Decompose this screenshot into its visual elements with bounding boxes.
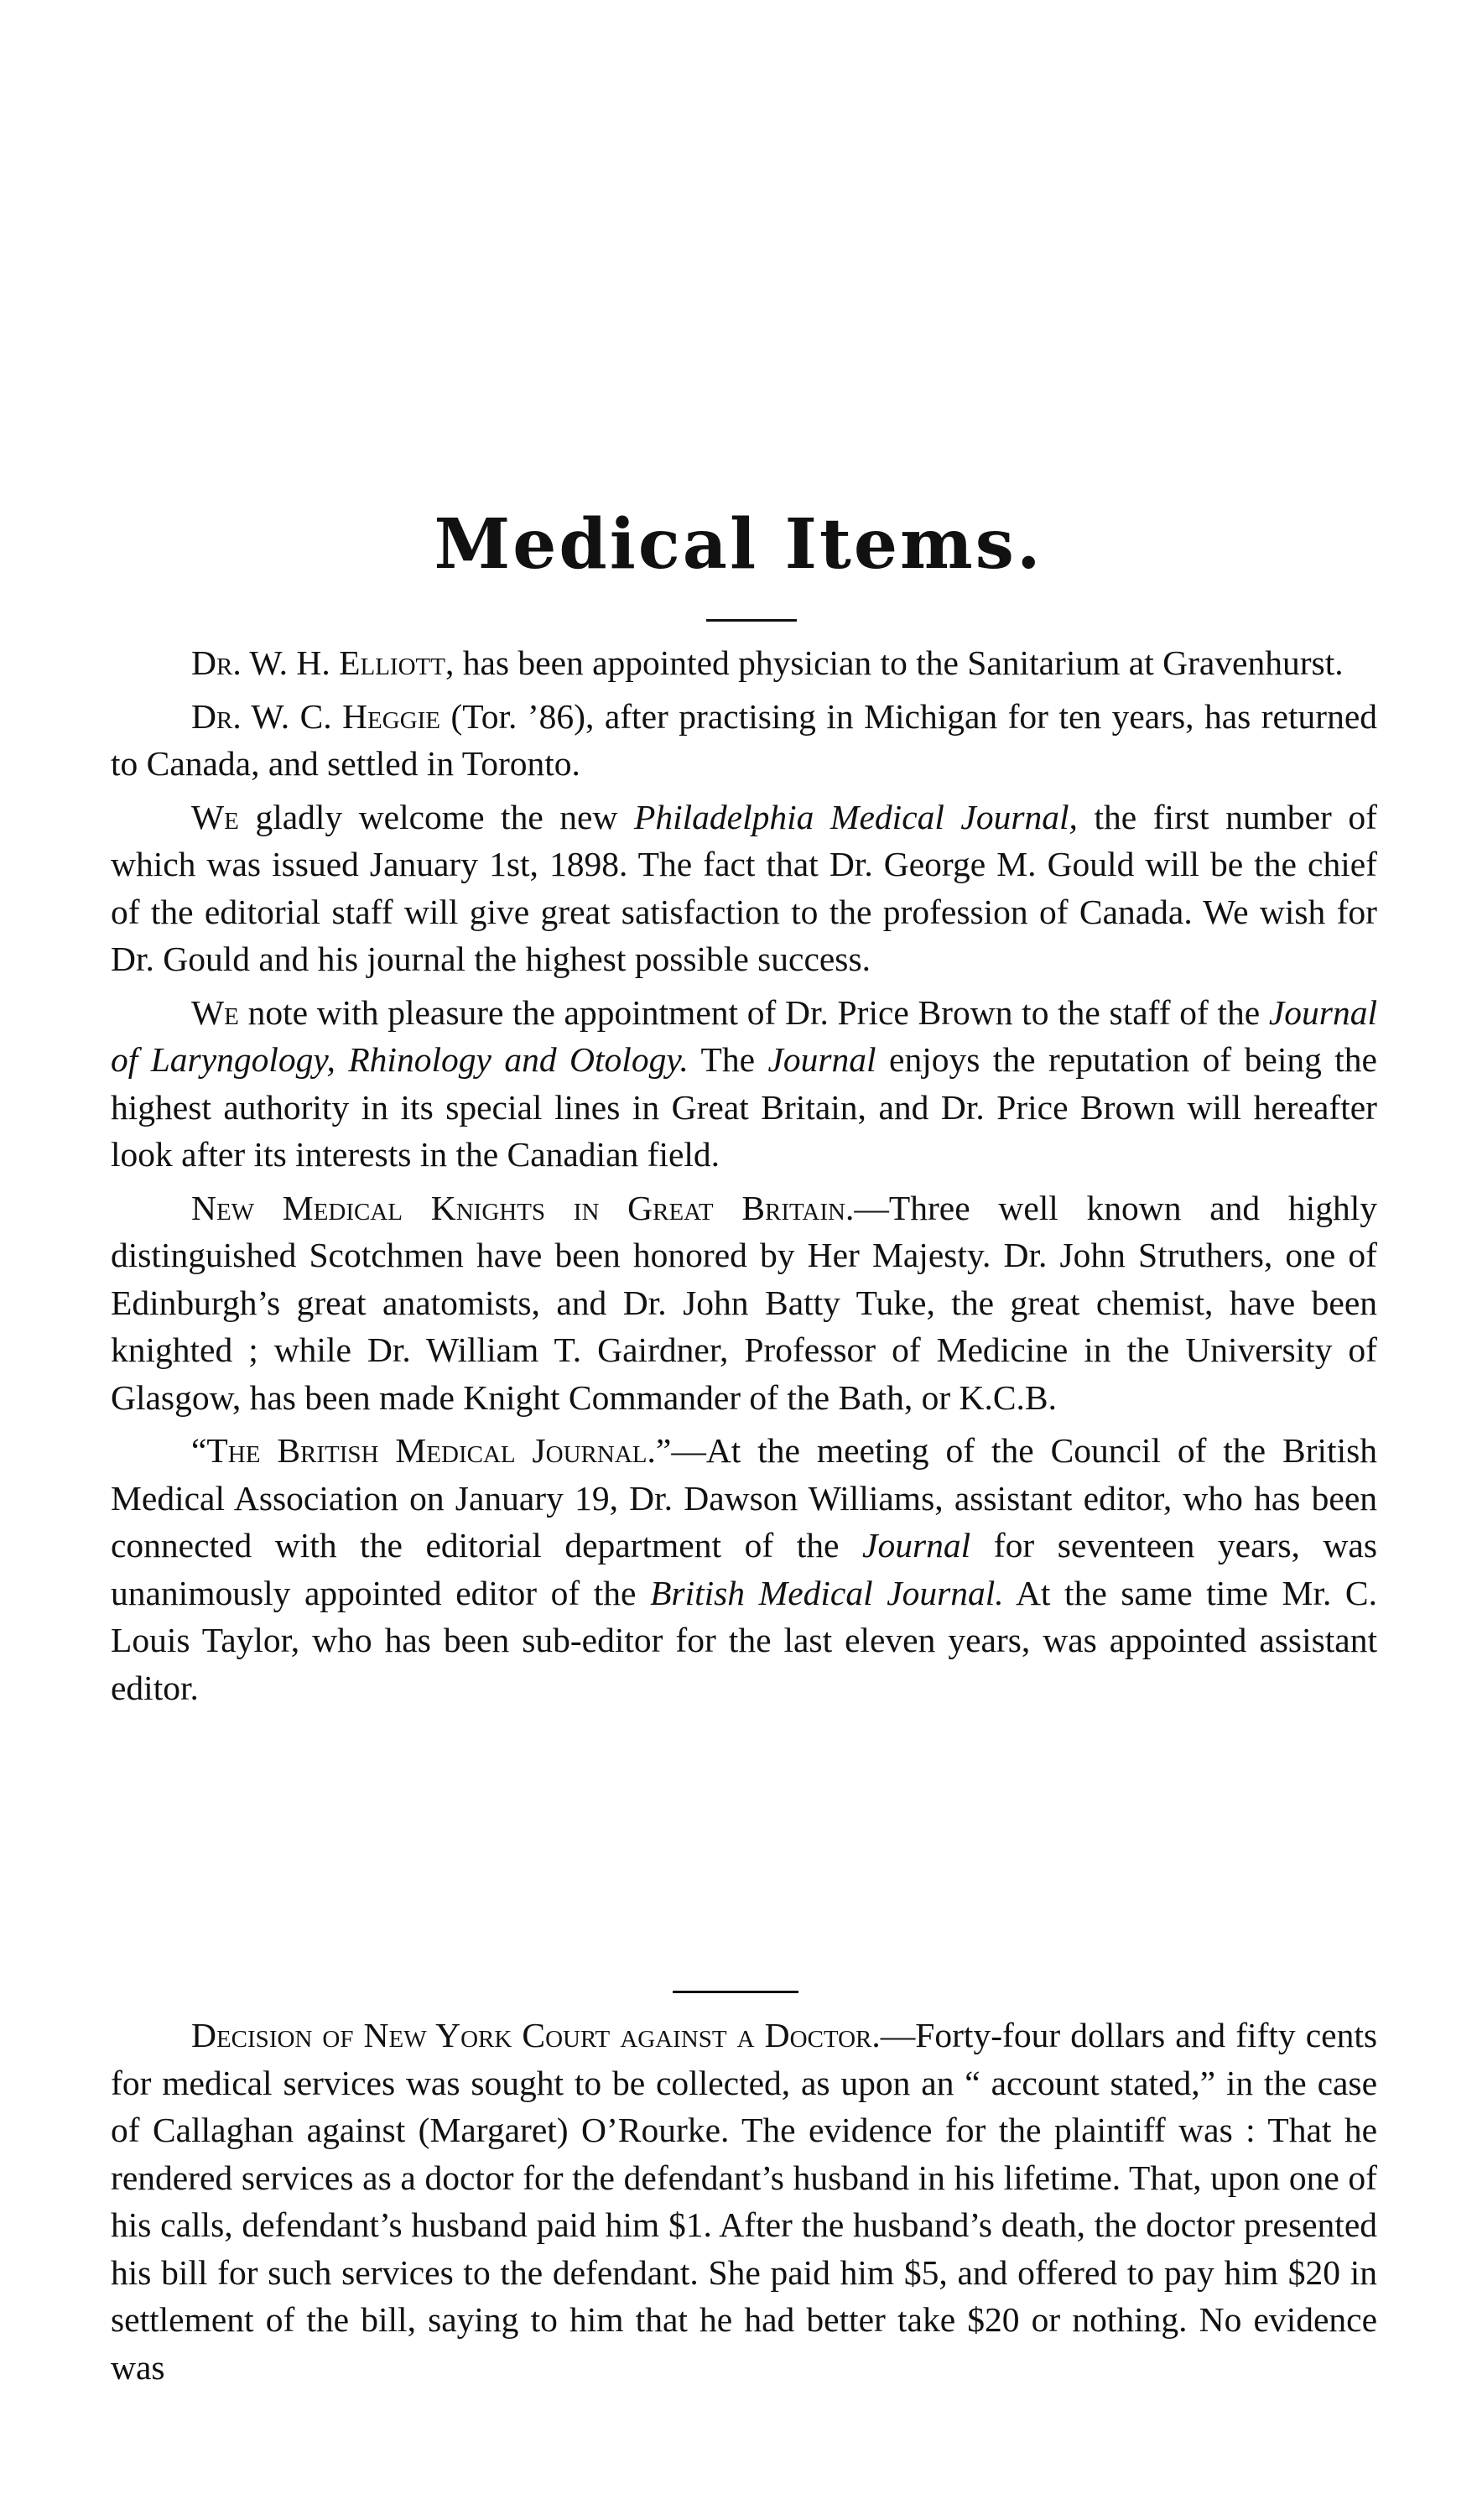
item-lead: “The British Medical Journal.”	[191, 1431, 672, 1470]
item-text: —At the meeting of the Council of the British Medical Association on January 19, Dr. Dawson Williams, assistant editor, who has been connected with the editorial department of the	[111, 1431, 1377, 1565]
item-text: The	[688, 1040, 768, 1079]
item-text: for seventeen years, was unanimously appointed editor of the	[111, 1526, 1377, 1612]
item-text: At the same time Mr. C. Louis Taylor, who has been sub-editor for the last eleven years, was appointed assistant editor.	[111, 1573, 1377, 1707]
item-lead: Decision of New York Court against a Doctor.	[191, 2016, 881, 2054]
item-lead: We	[191, 992, 239, 1032]
item-price-brown	[111, 989, 1377, 1179]
item-text: note with pleasure the appointment of Dr. Price Brown to the staff of the	[238, 992, 1269, 1032]
item-text: has been appointed physician to the Sanitarium at Gravenhurst.	[454, 643, 1344, 682]
item-lead: Dr. W. H. Elliott,	[191, 643, 455, 682]
journal-title: Journal	[862, 1526, 971, 1565]
journal-title: Journal	[767, 1040, 876, 1079]
item-text: the first number of which was issued January 1st, 1898. The fact that Dr. George M. Gould will be the chief of the editorial staff will give great satisfaction to the profession of Canada. We wish for Dr. Gould and his journal the highest possible success.	[111, 797, 1377, 978]
item-lead: New Medical Knights in Great Britain.	[191, 1188, 855, 1227]
journal-title: British Medical Journal.	[650, 1573, 1004, 1612]
court-decision-section	[111, 2012, 1377, 2397]
item-court-decision	[111, 2012, 1377, 2391]
item-text: (Tor. ’86), after practising in Michigan for ten years, has returned to Canada, and settled in Toronto.	[111, 696, 1377, 783]
item-heggie	[111, 693, 1377, 788]
medical-items-section	[111, 639, 1377, 1717]
section-divider	[673, 1991, 798, 1993]
item-text: —Three well known and highly distinguished Scotchmen have been honored by Her Majesty. Dr. John Struthers, one of Edinburgh’s great anatomists, and Dr. John Batty Tuke, the great chemist, have been knighted ; while Dr. William T. Gairdner, Professor of Medicine in the University of Glasgow, has been made Knight Commander of the Bath, or K.C.B.	[111, 1188, 1377, 1417]
item-lead: Dr. W. C. Heggie	[191, 696, 441, 736]
item-text: —Forty-four dollars and fifty cents for medical services was sought to be collected, as upon an “ account stated,” in the case of Callaghan against (Margaret) O’Rourke. The evidence for the plaintiff was : That he rendered services as a doctor for the defendant’s husband in his lifetime. That, upon one of his calls, defendant’s husband paid him $1. After the husband’s death, the doctor presented his bill for such services to the defendant. She paid him $5, and offered to pay him $20 in settlement of the bill, saying to him that he had better take $20 or nothing. No evidence was	[111, 2016, 1378, 2387]
page-title: Medical Items.	[434, 504, 1043, 585]
journal-title: Philadelphia Medical Journal,	[633, 797, 1078, 836]
item-text: gladly welcome the new	[238, 797, 634, 836]
item-british-medical-journal	[111, 1427, 1377, 1711]
item-text: enjoys the reputation of being the highest authority in its special lines in Great Britain, and Dr. Price Brown will hereafter look after its interests in the Canadian field.	[111, 1040, 1377, 1174]
item-lead: We	[191, 797, 239, 836]
title-divider	[706, 619, 797, 622]
item-philadelphia-journal	[111, 794, 1377, 983]
item-medical-knights	[111, 1185, 1377, 1422]
journal-title: Journal of Laryngology, Rhinology and Otology.	[111, 992, 1377, 1079]
item-elliott	[111, 639, 1377, 687]
